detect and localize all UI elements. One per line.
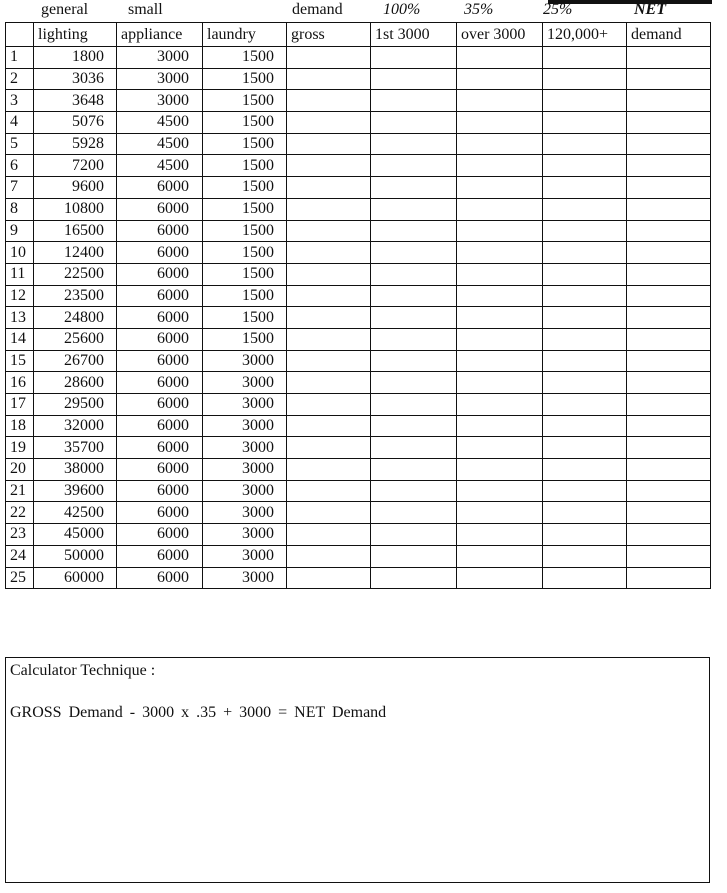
table-row (6, 372, 711, 394)
gross-cell (287, 220, 371, 242)
lighting-cell: 32000 (34, 415, 117, 437)
gross-cell (287, 524, 371, 546)
laundry-cell: 1500 (203, 47, 287, 69)
laundry-cell: 3000 (203, 394, 287, 416)
over-3000-cell (457, 242, 543, 264)
gross-cell (287, 263, 371, 285)
over-3000-cell (457, 68, 543, 90)
over-3000-cell (457, 47, 543, 69)
net-demand-cell (627, 220, 711, 242)
over-120000-cell (543, 112, 627, 134)
laundry-cell: 1500 (203, 328, 287, 350)
over-120000-cell (543, 220, 627, 242)
lighting-cell: 5076 (34, 112, 117, 134)
over-120000-cell (543, 394, 627, 416)
lighting-cell: 45000 (34, 524, 117, 546)
appliance-cell: 4500 (117, 112, 203, 134)
gross-cell (287, 285, 371, 307)
row-number: 12 (6, 285, 34, 307)
appliance-cell: 6000 (117, 220, 203, 242)
lighting-cell: 7200 (34, 155, 117, 177)
net-demand-cell (627, 372, 711, 394)
appliance-cell: 6000 (117, 350, 203, 372)
gross-cell (287, 567, 371, 589)
over-120000-cell (543, 524, 627, 546)
col-header-demand: demand (627, 23, 711, 47)
lighting-cell: 42500 (34, 502, 117, 524)
appliance-cell: 3000 (117, 68, 203, 90)
over-120000-cell (543, 437, 627, 459)
lighting-cell: 9600 (34, 177, 117, 199)
header-pct-25: 25% (543, 1, 573, 18)
laundry-cell: 1500 (203, 177, 287, 199)
table-row (6, 480, 711, 502)
first-3000-cell (371, 394, 457, 416)
net-demand-cell (627, 415, 711, 437)
header-pct-100: 100% (383, 1, 421, 18)
laundry-cell: 3000 (203, 524, 287, 546)
appliance-cell: 6000 (117, 285, 203, 307)
net-demand-cell (627, 567, 711, 589)
over-3000-cell (457, 328, 543, 350)
appliance-cell: 4500 (117, 133, 203, 155)
first-3000-cell (371, 545, 457, 567)
lighting-cell: 38000 (34, 459, 117, 481)
over-120000-cell (543, 480, 627, 502)
net-demand-cell (627, 524, 711, 546)
over-3000-cell (457, 350, 543, 372)
gross-cell (287, 545, 371, 567)
laundry-cell: 1500 (203, 133, 287, 155)
first-3000-cell (371, 480, 457, 502)
table-row (6, 90, 711, 112)
col-header-over-3000: over 3000 (457, 23, 543, 47)
table-row (6, 459, 711, 481)
over-120000-cell (543, 177, 627, 199)
over-3000-cell (457, 437, 543, 459)
over-120000-cell (543, 155, 627, 177)
first-3000-cell (371, 68, 457, 90)
over-120000-cell (543, 502, 627, 524)
laundry-cell: 3000 (203, 459, 287, 481)
table-row (6, 394, 711, 416)
row-number: 5 (6, 133, 34, 155)
over-3000-cell (457, 263, 543, 285)
over-120000-cell (543, 567, 627, 589)
net-demand-cell (627, 47, 711, 69)
table-row (6, 220, 711, 242)
over-3000-cell (457, 372, 543, 394)
appliance-cell: 6000 (117, 177, 203, 199)
appliance-cell: 4500 (117, 155, 203, 177)
laundry-cell: 3000 (203, 502, 287, 524)
lighting-cell: 16500 (34, 220, 117, 242)
row-number: 4 (6, 112, 34, 134)
first-3000-cell (371, 459, 457, 481)
first-3000-cell (371, 220, 457, 242)
row-number: 19 (6, 437, 34, 459)
first-3000-cell (371, 350, 457, 372)
row-number: 18 (6, 415, 34, 437)
row-number: 16 (6, 372, 34, 394)
table-row (6, 415, 711, 437)
lighting-cell: 10800 (34, 198, 117, 220)
lighting-cell: 22500 (34, 263, 117, 285)
laundry-cell: 3000 (203, 415, 287, 437)
gross-cell (287, 198, 371, 220)
row-number: 21 (6, 480, 34, 502)
net-demand-cell (627, 263, 711, 285)
over-120000-cell (543, 415, 627, 437)
over-3000-cell (457, 198, 543, 220)
first-3000-cell (371, 112, 457, 134)
row-number: 10 (6, 242, 34, 264)
table-row (6, 328, 711, 350)
col-header-lighting: lighting (34, 23, 117, 47)
table-row (6, 177, 711, 199)
gross-cell (287, 177, 371, 199)
technique-title: Calculator Technique : (10, 662, 156, 679)
net-demand-cell (627, 133, 711, 155)
lighting-cell: 24800 (34, 307, 117, 329)
gross-cell (287, 415, 371, 437)
col-header-gross: gross (287, 23, 371, 47)
laundry-cell: 1500 (203, 198, 287, 220)
laundry-cell: 1500 (203, 68, 287, 90)
over-120000-cell (543, 459, 627, 481)
appliance-cell: 6000 (117, 242, 203, 264)
row-number: 25 (6, 567, 34, 589)
row-number: 7 (6, 177, 34, 199)
over-3000-cell (457, 480, 543, 502)
first-3000-cell (371, 328, 457, 350)
net-demand-cell (627, 90, 711, 112)
table-row (6, 437, 711, 459)
appliance-cell: 6000 (117, 198, 203, 220)
row-number: 17 (6, 394, 34, 416)
table-row (6, 112, 711, 134)
over-120000-cell (543, 47, 627, 69)
appliance-cell: 3000 (117, 90, 203, 112)
laundry-cell: 1500 (203, 220, 287, 242)
laundry-cell: 1500 (203, 263, 287, 285)
row-number: 23 (6, 524, 34, 546)
table-row (6, 524, 711, 546)
over-120000-cell (543, 545, 627, 567)
lighting-cell: 1800 (34, 47, 117, 69)
appliance-cell: 6000 (117, 524, 203, 546)
over-3000-cell (457, 459, 543, 481)
lighting-cell: 26700 (34, 350, 117, 372)
net-demand-cell (627, 177, 711, 199)
table-row (6, 307, 711, 329)
over-120000-cell (543, 328, 627, 350)
net-demand-cell (627, 307, 711, 329)
first-3000-cell (371, 285, 457, 307)
net-demand-cell (627, 394, 711, 416)
gross-cell (287, 480, 371, 502)
row-number: 8 (6, 198, 34, 220)
calculator-technique-box (5, 657, 710, 883)
lighting-cell: 50000 (34, 545, 117, 567)
col-header-appliance: appliance (117, 23, 203, 47)
header-small: small (128, 1, 163, 18)
gross-cell (287, 90, 371, 112)
laundry-cell: 3000 (203, 437, 287, 459)
gross-cell (287, 350, 371, 372)
gross-cell (287, 307, 371, 329)
table-row (6, 47, 711, 69)
first-3000-cell (371, 177, 457, 199)
lighting-cell: 28600 (34, 372, 117, 394)
appliance-cell: 6000 (117, 437, 203, 459)
first-3000-cell (371, 567, 457, 589)
net-demand-cell (627, 285, 711, 307)
laundry-cell: 3000 (203, 545, 287, 567)
over-3000-cell (457, 307, 543, 329)
appliance-cell: 6000 (117, 263, 203, 285)
table-row (6, 567, 711, 589)
net-demand-cell (627, 155, 711, 177)
header-general: general (41, 1, 89, 18)
col-header-index (6, 23, 34, 47)
technique-formula: GROSS Demand - 3000 x .35 + 3000 = NET Demand (10, 704, 387, 721)
over-120000-cell (543, 307, 627, 329)
lighting-cell: 3648 (34, 90, 117, 112)
gross-cell (287, 133, 371, 155)
first-3000-cell (371, 415, 457, 437)
appliance-cell: 6000 (117, 545, 203, 567)
over-3000-cell (457, 524, 543, 546)
over-120000-cell (543, 350, 627, 372)
table-row (6, 350, 711, 372)
net-demand-cell (627, 242, 711, 264)
net-demand-cell (627, 350, 711, 372)
header-top-row (0, 0, 727, 22)
first-3000-cell (371, 307, 457, 329)
over-120000-cell (543, 133, 627, 155)
row-number: 2 (6, 68, 34, 90)
over-3000-cell (457, 112, 543, 134)
appliance-cell: 6000 (117, 502, 203, 524)
gross-cell (287, 459, 371, 481)
over-120000-cell (543, 242, 627, 264)
gross-cell (287, 437, 371, 459)
first-3000-cell (371, 155, 457, 177)
over-3000-cell (457, 177, 543, 199)
lighting-cell: 12400 (34, 242, 117, 264)
row-number: 13 (6, 307, 34, 329)
col-header-120000-plus: 120,000+ (543, 23, 627, 47)
appliance-cell: 6000 (117, 415, 203, 437)
gross-cell (287, 502, 371, 524)
row-number: 1 (6, 47, 34, 69)
appliance-cell: 6000 (117, 328, 203, 350)
table-row (6, 68, 711, 90)
row-number: 15 (6, 350, 34, 372)
net-demand-cell (627, 437, 711, 459)
lighting-cell: 25600 (34, 328, 117, 350)
over-3000-cell (457, 502, 543, 524)
first-3000-cell (371, 242, 457, 264)
appliance-cell: 6000 (117, 459, 203, 481)
laundry-cell: 3000 (203, 480, 287, 502)
header-net: NET (634, 1, 666, 18)
table-row (6, 242, 711, 264)
gross-cell (287, 47, 371, 69)
over-3000-cell (457, 545, 543, 567)
column-header-row (6, 23, 711, 47)
appliance-cell: 6000 (117, 480, 203, 502)
first-3000-cell (371, 502, 457, 524)
over-3000-cell (457, 415, 543, 437)
first-3000-cell (371, 263, 457, 285)
net-demand-cell (627, 112, 711, 134)
net-demand-cell (627, 198, 711, 220)
net-demand-cell (627, 68, 711, 90)
lighting-cell: 23500 (34, 285, 117, 307)
net-demand-cell (627, 502, 711, 524)
table-row (6, 133, 711, 155)
net-demand-cell (627, 328, 711, 350)
laundry-cell: 1500 (203, 155, 287, 177)
over-120000-cell (543, 263, 627, 285)
row-number: 20 (6, 459, 34, 481)
laundry-cell: 1500 (203, 285, 287, 307)
appliance-cell: 6000 (117, 394, 203, 416)
appliance-cell: 6000 (117, 307, 203, 329)
gross-cell (287, 242, 371, 264)
first-3000-cell (371, 90, 457, 112)
table-row (6, 155, 711, 177)
gross-cell (287, 112, 371, 134)
net-demand-cell (627, 545, 711, 567)
laundry-cell: 1500 (203, 307, 287, 329)
table-row (6, 198, 711, 220)
over-120000-cell (543, 90, 627, 112)
over-3000-cell (457, 133, 543, 155)
laundry-cell: 3000 (203, 350, 287, 372)
table-row (6, 545, 711, 567)
appliance-cell: 3000 (117, 47, 203, 69)
laundry-cell: 1500 (203, 112, 287, 134)
row-number: 24 (6, 545, 34, 567)
gross-cell (287, 372, 371, 394)
first-3000-cell (371, 524, 457, 546)
row-number: 22 (6, 502, 34, 524)
table-row (6, 502, 711, 524)
col-header-first-3000: 1st 3000 (371, 23, 457, 47)
demand-table (5, 22, 711, 589)
lighting-cell: 5928 (34, 133, 117, 155)
row-number: 11 (6, 263, 34, 285)
first-3000-cell (371, 437, 457, 459)
lighting-cell: 39600 (34, 480, 117, 502)
over-120000-cell (543, 68, 627, 90)
over-3000-cell (457, 567, 543, 589)
row-number: 14 (6, 328, 34, 350)
lighting-cell: 60000 (34, 567, 117, 589)
net-demand-cell (627, 480, 711, 502)
laundry-cell: 3000 (203, 372, 287, 394)
over-3000-cell (457, 394, 543, 416)
header-demand: demand (292, 1, 343, 18)
over-120000-cell (543, 198, 627, 220)
laundry-cell: 1500 (203, 90, 287, 112)
header-pct-35: 35% (464, 1, 494, 18)
gross-cell (287, 155, 371, 177)
laundry-cell: 3000 (203, 567, 287, 589)
net-demand-cell (627, 459, 711, 481)
over-3000-cell (457, 90, 543, 112)
over-3000-cell (457, 155, 543, 177)
gross-cell (287, 68, 371, 90)
laundry-cell: 1500 (203, 242, 287, 264)
lighting-cell: 3036 (34, 68, 117, 90)
lighting-cell: 35700 (34, 437, 117, 459)
table-row (6, 285, 711, 307)
row-number: 9 (6, 220, 34, 242)
first-3000-cell (371, 47, 457, 69)
col-header-laundry: laundry (203, 23, 287, 47)
table-row (6, 263, 711, 285)
over-3000-cell (457, 285, 543, 307)
over-120000-cell (543, 285, 627, 307)
lighting-cell: 29500 (34, 394, 117, 416)
over-3000-cell (457, 220, 543, 242)
first-3000-cell (371, 133, 457, 155)
row-number: 3 (6, 90, 34, 112)
appliance-cell: 6000 (117, 372, 203, 394)
first-3000-cell (371, 198, 457, 220)
row-number: 6 (6, 155, 34, 177)
first-3000-cell (371, 372, 457, 394)
gross-cell (287, 394, 371, 416)
gross-cell (287, 328, 371, 350)
appliance-cell: 6000 (117, 567, 203, 589)
over-120000-cell (543, 372, 627, 394)
